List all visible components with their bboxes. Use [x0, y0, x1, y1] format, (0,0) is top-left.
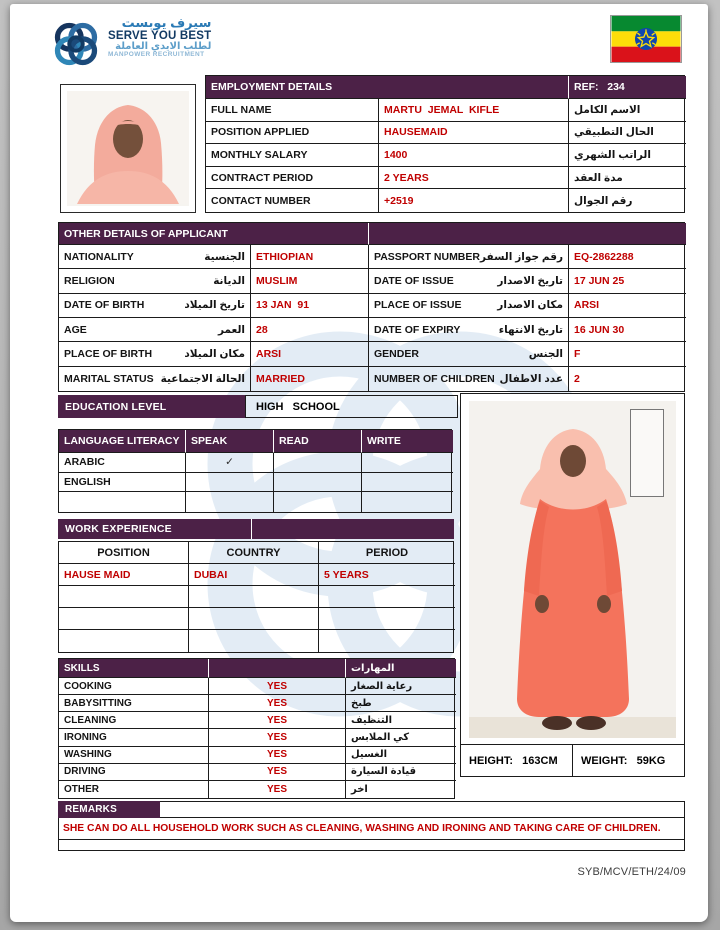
country-header: COUNTRY [189, 542, 319, 564]
skill-label: CLEANING [59, 712, 209, 729]
agency-arabic-name: سيرف يوبست [121, 15, 212, 30]
speak-header: SPEAK [186, 430, 274, 453]
speak-checkmark: ✓ [186, 453, 274, 473]
language-name: ENGLISH [59, 473, 186, 493]
skill-label: BABYSITTING [59, 695, 209, 712]
skill-label: IRONING [59, 729, 209, 746]
position-value: HAUSE MAID [59, 564, 189, 586]
field-label: CONTRACT PERIOD [206, 167, 379, 190]
field-value: ARSI [251, 342, 369, 366]
field-value: 16 JUN 30 [569, 318, 686, 342]
applicant-fullbody-frame [460, 393, 685, 777]
field-label: FULL NAME [206, 99, 379, 122]
field-value: 2 [574, 372, 580, 385]
skill-value: YES [209, 781, 346, 798]
field-label: CONTACT NUMBER [206, 189, 379, 212]
language-name [59, 492, 186, 512]
agency-logo-mark-icon [48, 16, 104, 72]
field-value: 1400 [379, 144, 569, 167]
agency-logo-text [108, 16, 211, 59]
speak-value [186, 492, 274, 512]
height-weight-row [461, 744, 684, 776]
write-value [362, 453, 453, 473]
skill-label: COOKING [59, 678, 209, 695]
position-header: POSITION [59, 542, 189, 564]
skill-label-arabic: رعاية الصغار [346, 678, 456, 695]
agency-logo [48, 16, 211, 72]
skill-value: YES [209, 678, 346, 695]
ethiopia-flag-icon [610, 15, 682, 63]
read-value [274, 492, 362, 512]
field-label: DATE OF EXPIRY تاريخ الانتهاء [369, 318, 569, 342]
skill-label: WASHING [59, 747, 209, 764]
other-details-title: OTHER DETAILS OF APPLICANT [59, 223, 369, 245]
field-label: PASSPORT NUMBER رقم جواز السفر [369, 245, 569, 269]
write-value [362, 492, 453, 512]
field-value: 2 YEARS [379, 167, 569, 190]
work-experience-table [58, 541, 454, 653]
employment-ref-number: REF: 234 [569, 76, 686, 99]
skill-label: DRIVING [59, 764, 209, 781]
language-name: ARABIC [59, 453, 186, 473]
field-value: ARSI [569, 294, 686, 318]
education-level-value: HIGH SCHOOL [245, 395, 458, 418]
write-header: WRITE [362, 430, 453, 453]
field-label: MONTHLY SALARY [206, 144, 379, 167]
position-value [59, 630, 189, 652]
field-value: F [569, 342, 686, 366]
field-label-arabic: رقم الجوال [574, 194, 633, 207]
skill-value: YES [209, 747, 346, 764]
position-value [59, 608, 189, 630]
field-value: MUSLIM [251, 269, 369, 293]
field-value: ETHIOPIAN [251, 245, 369, 269]
field-label: POSITION APPLIED [206, 122, 379, 145]
country-value [189, 586, 319, 608]
period-value [319, 608, 455, 630]
country-value [189, 630, 319, 652]
field-label: PLACE OF BIRTH مكان الميلاد [59, 342, 251, 366]
education-level-label: EDUCATION LEVEL [58, 395, 245, 418]
employment-details-title: EMPLOYMENT DETAILS [206, 76, 569, 99]
read-value [274, 473, 362, 493]
field-label-arabic: مدة العقد [569, 167, 686, 190]
read-value [274, 453, 362, 473]
field-label: PLACE OF ISSUE مكان الاصدار [369, 294, 569, 318]
skill-value: YES [209, 729, 346, 746]
skill-label-arabic: طبخ [346, 695, 456, 712]
document-reference-code: SYB/MCV/ETH/24/09 [577, 866, 686, 878]
skill-value: YES [209, 712, 346, 729]
field-label: GENDER الجنس [369, 342, 569, 366]
field-value: 13 JAN 91 [251, 294, 369, 318]
agency-name: SERVE YOU BEST [108, 29, 212, 42]
field-value: MARTU JEMAL KIFLE [379, 99, 569, 122]
field-value: MARRIED [251, 367, 369, 391]
employment-details-table [205, 75, 685, 213]
skill-label: OTHER [59, 781, 209, 798]
skill-value: YES [209, 764, 346, 781]
applicant-fullbody-photo [469, 401, 676, 738]
position-value [59, 586, 189, 608]
photo-inset-rectangle [630, 409, 664, 497]
skill-value: YES [209, 695, 346, 712]
remarks-text: SHE CAN DO ALL HOUSEHOLD WORK SUCH AS CLEANING, WASHING AND IRONING AND TAKING CARE OF CHILDREN. [59, 818, 684, 840]
field-label: RELIGION الديانة [59, 269, 251, 293]
period-value [319, 586, 455, 608]
weight-value: WEIGHT: 59KG [581, 754, 666, 767]
field-value: +2519 [379, 189, 569, 212]
cv-document-page [10, 4, 708, 922]
applicant-portrait-photo [67, 91, 189, 206]
language-literacy-table [58, 429, 452, 513]
country-value [189, 608, 319, 630]
period-value: 5 YEARS [319, 564, 455, 586]
field-label: MARITAL STATUS الحالة الاجتماعية [59, 367, 251, 391]
skills-table [58, 658, 455, 799]
other-details-table [58, 222, 685, 392]
language-header: LANGUAGE LITERACY [59, 430, 186, 453]
skills-title-arabic: المهارات [346, 659, 456, 678]
field-value: 28 [251, 318, 369, 342]
height-value: HEIGHT: 163CM [461, 745, 573, 776]
skill-label-arabic: كي الملابس [346, 729, 456, 746]
field-label: DATE OF BIRTH تاريخ الميلاد [59, 294, 251, 318]
field-value: 17 JUN 25 [569, 269, 686, 293]
period-header: PERIOD [319, 542, 455, 564]
remarks-empty-row [59, 840, 684, 850]
field-value: EQ-2862288 [569, 245, 686, 269]
skill-label-arabic: اخر [351, 783, 368, 795]
read-header: READ [274, 430, 362, 453]
period-value [319, 630, 455, 652]
field-label: DATE OF ISSUE تاريخ الاصدار [369, 269, 569, 293]
remarks-section [58, 801, 685, 851]
skills-title-spacer [209, 659, 346, 678]
skill-label-arabic: الغسيل [346, 747, 456, 764]
country-value: DUBAI [189, 564, 319, 586]
agency-arabic-tagline: لطلب الايدي العاملة [115, 40, 212, 52]
field-label-arabic: الحال التطبيقي [569, 122, 686, 145]
agency-tagline: MANPOWER RECRUITMENT [108, 51, 205, 59]
field-label: NUMBER OF CHILDREN عدد الاطفال [369, 367, 569, 391]
skill-label-arabic: التنظيف [346, 712, 456, 729]
field-value: HAUSEMAID [379, 122, 569, 145]
write-value [362, 473, 453, 493]
other-details-title-spacer [369, 223, 686, 245]
remarks-title: REMARKS [58, 801, 160, 818]
field-label: NATIONALITY الجنسية [59, 245, 251, 269]
skill-label-arabic: قيادة السيارة [346, 764, 456, 781]
work-experience-title: WORK EXPERIENCE [58, 519, 454, 539]
applicant-portrait-frame [60, 84, 196, 213]
field-label-arabic: الاسم الكامل [569, 99, 686, 122]
field-label: AGE العمر [59, 318, 251, 342]
speak-value [186, 473, 274, 493]
skills-title: SKILLS [59, 659, 209, 678]
field-label-arabic: الراتب الشهري [569, 144, 686, 167]
